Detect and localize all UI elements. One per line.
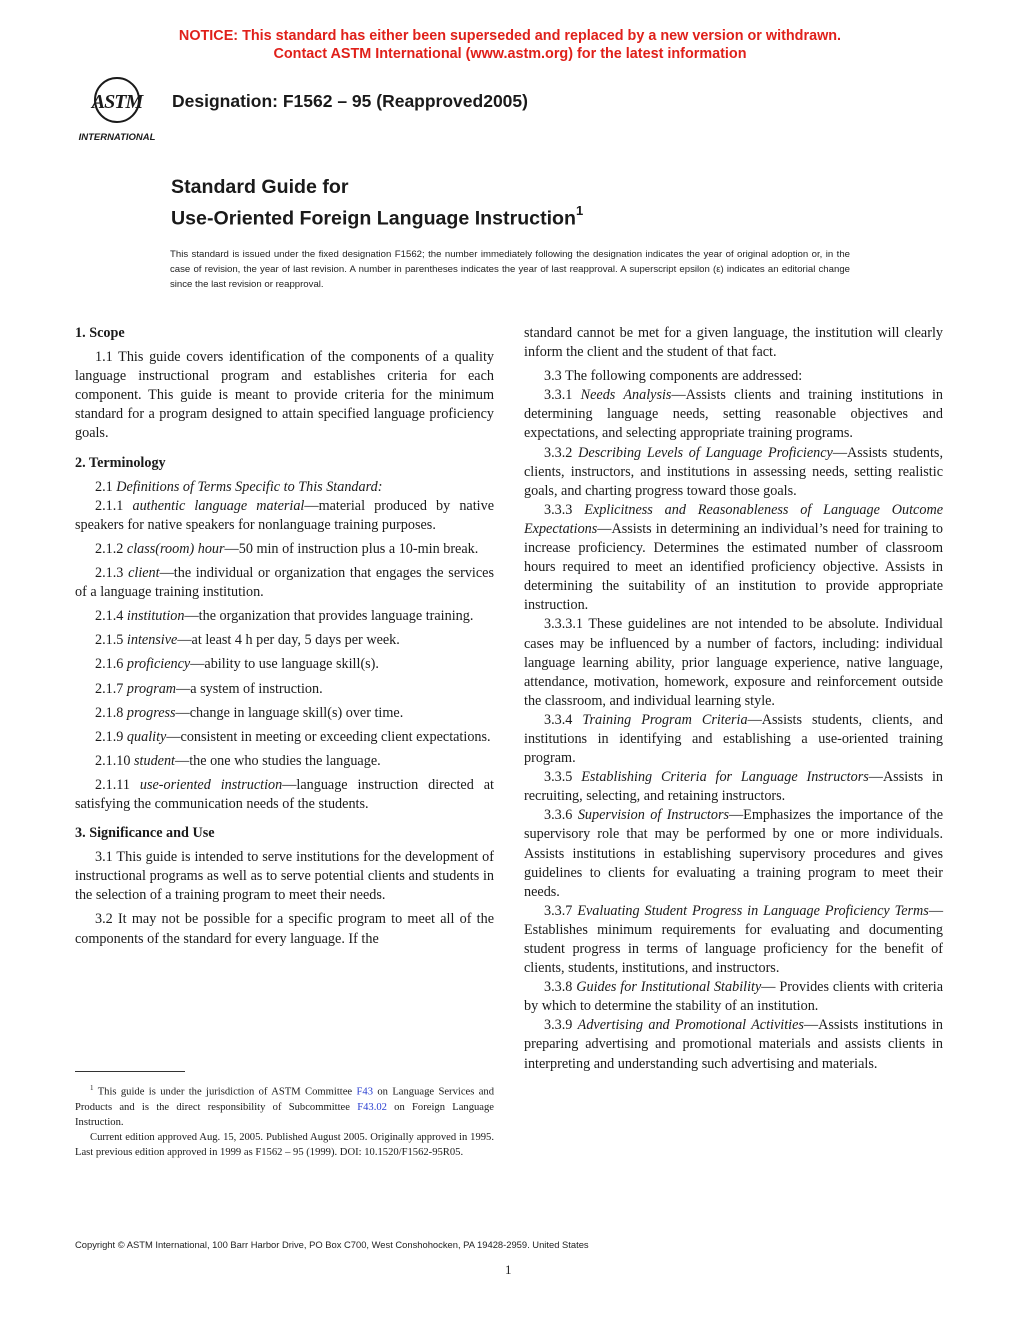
paragraph-3-2: 3.2 It may not be possible for a specific program to meet all of the components of the standard for every language. If the <box>75 911 494 947</box>
item-3-3-2: 3.3.2 Describing Levels of Language Proficiency—Assists students, clients, instructors, and institutions in assessing needs, setting realistic goals, and charting progress toward those goals. <box>524 444 943 499</box>
definition-2-1-4: 2.1.4 institution—the organization that provides language training. <box>95 608 474 625</box>
page-number: 1 <box>505 1262 512 1277</box>
section-heading-scope: 1. Scope <box>75 325 125 341</box>
item-3-3-9: 3.3.9 Advertising and Promotional Activities—Assists institutions in preparing advertising and promotional materials and assists clients in interpreting and understanding such advertising and materials. <box>524 1017 943 1072</box>
definition-2-1-2: 2.1.2 class(room) hour—50 min of instruction plus a 10-min break. <box>95 540 479 557</box>
paragraph-3-2-continued: standard cannot be met for a given language, the institution will clearly inform the client and the student of that fact. <box>524 325 943 361</box>
definition-2-1-11: 2.1.11 use-oriented instruction—language instruction directed at satisfying the communication needs of the students. <box>75 776 494 812</box>
title-line-1: Standard Guide for <box>171 176 349 198</box>
definition-2-1-8: 2.1.8 progress—change in language skill(s) over time. <box>95 704 404 721</box>
definition-2-1-3: 2.1.3 client—the individual or organization that engages the services of a language training institution. <box>75 565 494 601</box>
item-3-3-7: 3.3.7 Evaluating Student Progress in Language Proficiency Terms—Establishes minimum requirements for evaluating and documenting student progress in terms of language proficiency for the benefit of clients, students, institutions, and instructors. <box>524 902 943 977</box>
left-column <box>75 324 494 949</box>
definition-2-1-9: 2.1.9 quality—consistent in meeting or exceeding client expectations. <box>95 728 491 745</box>
astm-logo <box>74 74 160 144</box>
footnote-paragraph-1: $^1$ This guide is under the jurisdiction of ASTM Committee F43 on Language Services and Products and is the direct responsibility of Subcommittee F43.02 on Foreign Language Instruction. <box>75 1084 495 1128</box>
title-footnote-mark: 1 <box>575 203 584 218</box>
definition-2-1-1: 2.1.1 authentic language material—material produced by native speakers for native speakers for nonlanguage training purposes. <box>75 497 494 533</box>
footnote-link-f43-02[interactable]: F43.02 <box>357 1101 387 1113</box>
paragraph-3-1: 3.1 This guide is intended to serve institutions for the development of instructional programs as well as to serve potential clients and students in the selection of a training program to meet their needs. <box>75 849 494 904</box>
item-3-3-8: 3.3.8 Guides for Institutional Stability— Provides clients with criteria by which to determine the stability of an institution. <box>524 979 944 1015</box>
item-3-3-1: 3.3.1 Needs Analysis—Assists clients and training institutions in determining language needs, setting reasonable objectives and expectations, and selecting appropriate training programs. <box>524 387 943 442</box>
paragraph-3-3: 3.3 The following components are addressed: <box>544 368 803 385</box>
definition-2-1-10: 2.1.10 student—the one who studies the language. <box>95 752 381 769</box>
item-3-3-3-1: 3.3.3.1 These guidelines are not intended to be absolute. Individual cases may be influenced by a number of factors, including: individual language learning ability, prior language experience, native language, attendance, motivation, homework, exposure and reinforcement outside the classroom, and individual learning style. <box>524 616 943 709</box>
withdrawal-notice <box>0 27 1020 63</box>
issuance-note: This standard is issued under the fixed designation F1562; the number immediately following the designation indicates the year of original adoption or, in the case of revision, the year of last revision. A number in parentheses indicates the year of last reapproval. A superscript epsilon (ε) indicates an editorial change since the last revision or reapproval. <box>170 249 850 290</box>
footnote-paragraph-2: Current edition approved Aug. 15, 2005. Published August 2005. Originally approved in 1995. Last previous edition approved in 1999 as F1562 – 95 (1999). DOI: 10.1520/F1562-95R05. <box>75 1131 494 1158</box>
item-3-3-6: 3.3.6 Supervision of Instructors—Emphasizes the importance of the supervisory role that may be performed by one or more individuals. Assists institutions in establishing supervisory procedures and gives guidelines to clients for evaluating a training program to meet their needs. <box>524 807 943 900</box>
logo-international-text: INTERNATIONAL <box>78 132 156 143</box>
definition-2-1-7: 2.1.7 program—a system of instruction. <box>95 680 323 697</box>
title-line-2: Use-Oriented Foreign Language Instruction$^1$ <box>171 203 584 230</box>
paragraph-2-1: 2.1 Definitions of Terms Specific to This Standard: <box>95 478 383 495</box>
item-3-3-5: 3.3.5 Establishing Criteria for Language Instructors—Assists in recruiting, selecting, and retaining instructors. <box>524 769 944 805</box>
copyright-line: Copyright © ASTM International, 100 Barr Harbor Drive, PO Box C700, West Conshohocken, PA 19428-2959. United States <box>75 1239 589 1250</box>
notice-line-1: NOTICE: This standard has either been superseded and replaced by a new version or withdrawn. <box>178 28 842 44</box>
footnote-divider <box>75 1071 185 1072</box>
right-column <box>524 324 943 1074</box>
document-title <box>171 174 583 232</box>
footnote-link-f43[interactable]: F43 <box>356 1086 373 1098</box>
footnote <box>75 1081 494 1160</box>
definition-2-1-5: 2.1.5 intensive—at least 4 h per day, 5 days per week. <box>95 632 400 649</box>
designation: Designation: F1562 – 95 (Reapproved2005) <box>172 91 528 111</box>
paragraph-1-1: 1.1 This guide covers identification of the components of a quality language instructional program and establishes criteria for each component. This guide is meant to provide criteria for the minimum standard for a program designed to attain specified language proficiency goals. <box>75 349 494 442</box>
section-heading-terminology: 2. Terminology <box>75 454 166 471</box>
item-3-3-4: 3.3.4 Training Program Criteria—Assists students, clients, and institutions in identifying and establishing a use-oriented training program. <box>524 711 943 767</box>
definition-2-1-6: 2.1.6 proficiency—ability to use language skill(s). <box>95 656 379 673</box>
notice-line-2: Contact ASTM International (www.astm.org) for the latest information <box>273 46 747 62</box>
logo-letters: ASTM <box>91 91 143 113</box>
section-heading-significance: 3. Significance and Use <box>75 825 215 842</box>
item-3-3-3: 3.3.3 Explicitness and Reasonableness of Language Outcome Expectations—Assists in determining an individual’s need for training to increase proficiency. Determines the estimated number of classroom hours required to meet an identified proficiency objective. Assists in determining the suitability of an institution to provide appropriate instruction. <box>524 501 943 614</box>
